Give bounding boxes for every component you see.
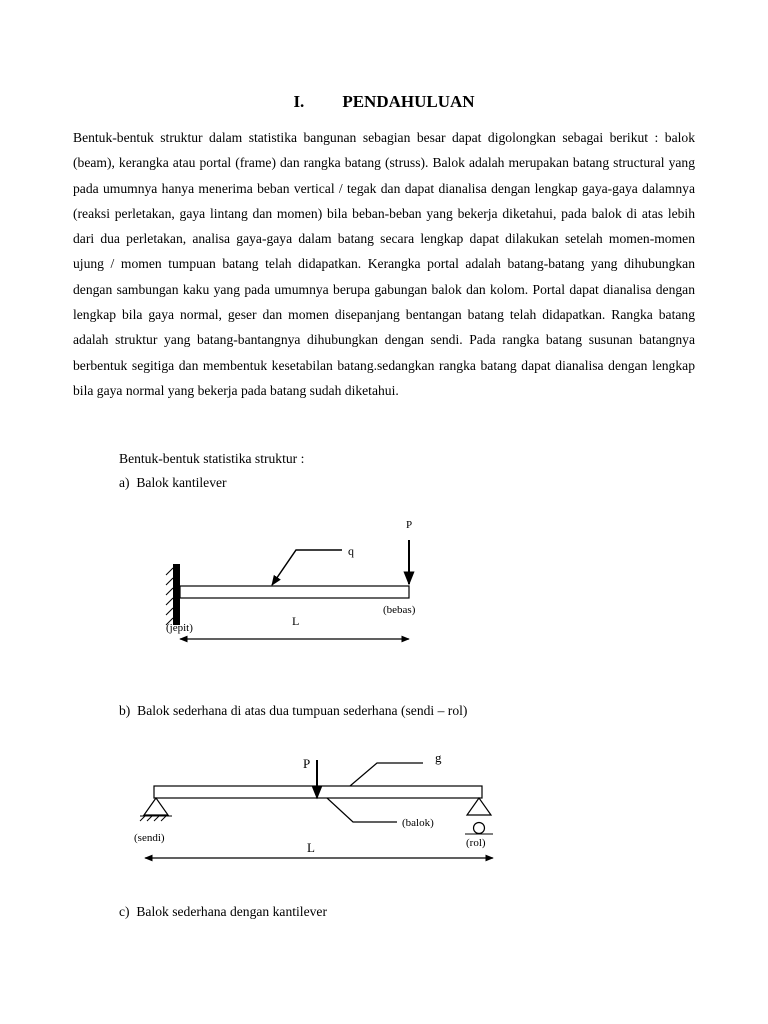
roller-support (467, 798, 491, 815)
section-number: I. (293, 92, 305, 111)
list-marker-c: c) (119, 904, 130, 919)
pin-support-ground (140, 816, 172, 821)
label-p: P (303, 756, 311, 771)
pin-support (144, 798, 168, 815)
section-title: PENDAHULUAN (342, 92, 475, 111)
label-q: q (348, 544, 354, 558)
label-fixed-end: (jepit) (166, 622, 193, 634)
beam-leader (327, 798, 397, 822)
label-roller: (rol) (466, 837, 486, 849)
label-span: L (292, 614, 300, 628)
load-leader (350, 763, 423, 786)
list-text-a: Balok kantilever (136, 475, 227, 490)
label-p: P (406, 519, 413, 531)
label-pin: (sendi) (134, 832, 165, 844)
list-marker-b: b) (119, 703, 131, 718)
list-text-b: Balok sederhana di atas dua tumpuan sederhana (sendi – rol) (137, 703, 468, 718)
label-span: L (307, 840, 315, 855)
list-text-c: Balok sederhana dengan kantilever (136, 904, 327, 919)
intro-paragraph: Bentuk-bentuk struktur dalam statistika bangunan sebagian besar dapat digolongkan sebagai berikut : balok (beam), kerangka atau portal (frame) dan rangka batang (struss). Balok adalah merupakan batang structural yang pada umumnya hanya menerima beban vertical / tegak dan dapat dianalisa dengan lengkap gaya-gaya dalamnya (reaksi perletakan, gaya lintang dan momen) bila beban-beban yang bekerja diketahui, pada balok di atas lebih dari dua perletakan, analisa gaya-gaya dalam batang secara lengkap dapat dilakukan setelah momen-momen ujung / momen tumpuan batang telah didapatkan. Kerangka portal adalah batang-batang yang dihubungkan dengan sambungan kaku yang pada umumnya berupa gabungan balok dan kolom. Portal dapat dianalisa dengan lengkap bila gaya normal, geser dan momen disepanjang bentangan batang telah didapatkan. Rangka batang adalah struktur yang batang-bantangnya dihubungkan dengan sendi. Pada rangka batang susunan batangnya berbentuk segitiga dan membentuk kesetabilan batang.sedangkan rangka batang dapat dianalisa dengan lengkap bila gaya normal yang bekerja pada batang sudah diketahui. (73, 130, 695, 398)
label-beam: (balok) (402, 817, 434, 829)
roller-wheel (474, 823, 485, 834)
label-g: g (435, 750, 442, 765)
forms-intro: Bentuk-bentuk statistika struktur : (119, 451, 305, 466)
label-free-end: (bebas) (383, 604, 416, 616)
list-marker-a: a) (119, 475, 130, 490)
